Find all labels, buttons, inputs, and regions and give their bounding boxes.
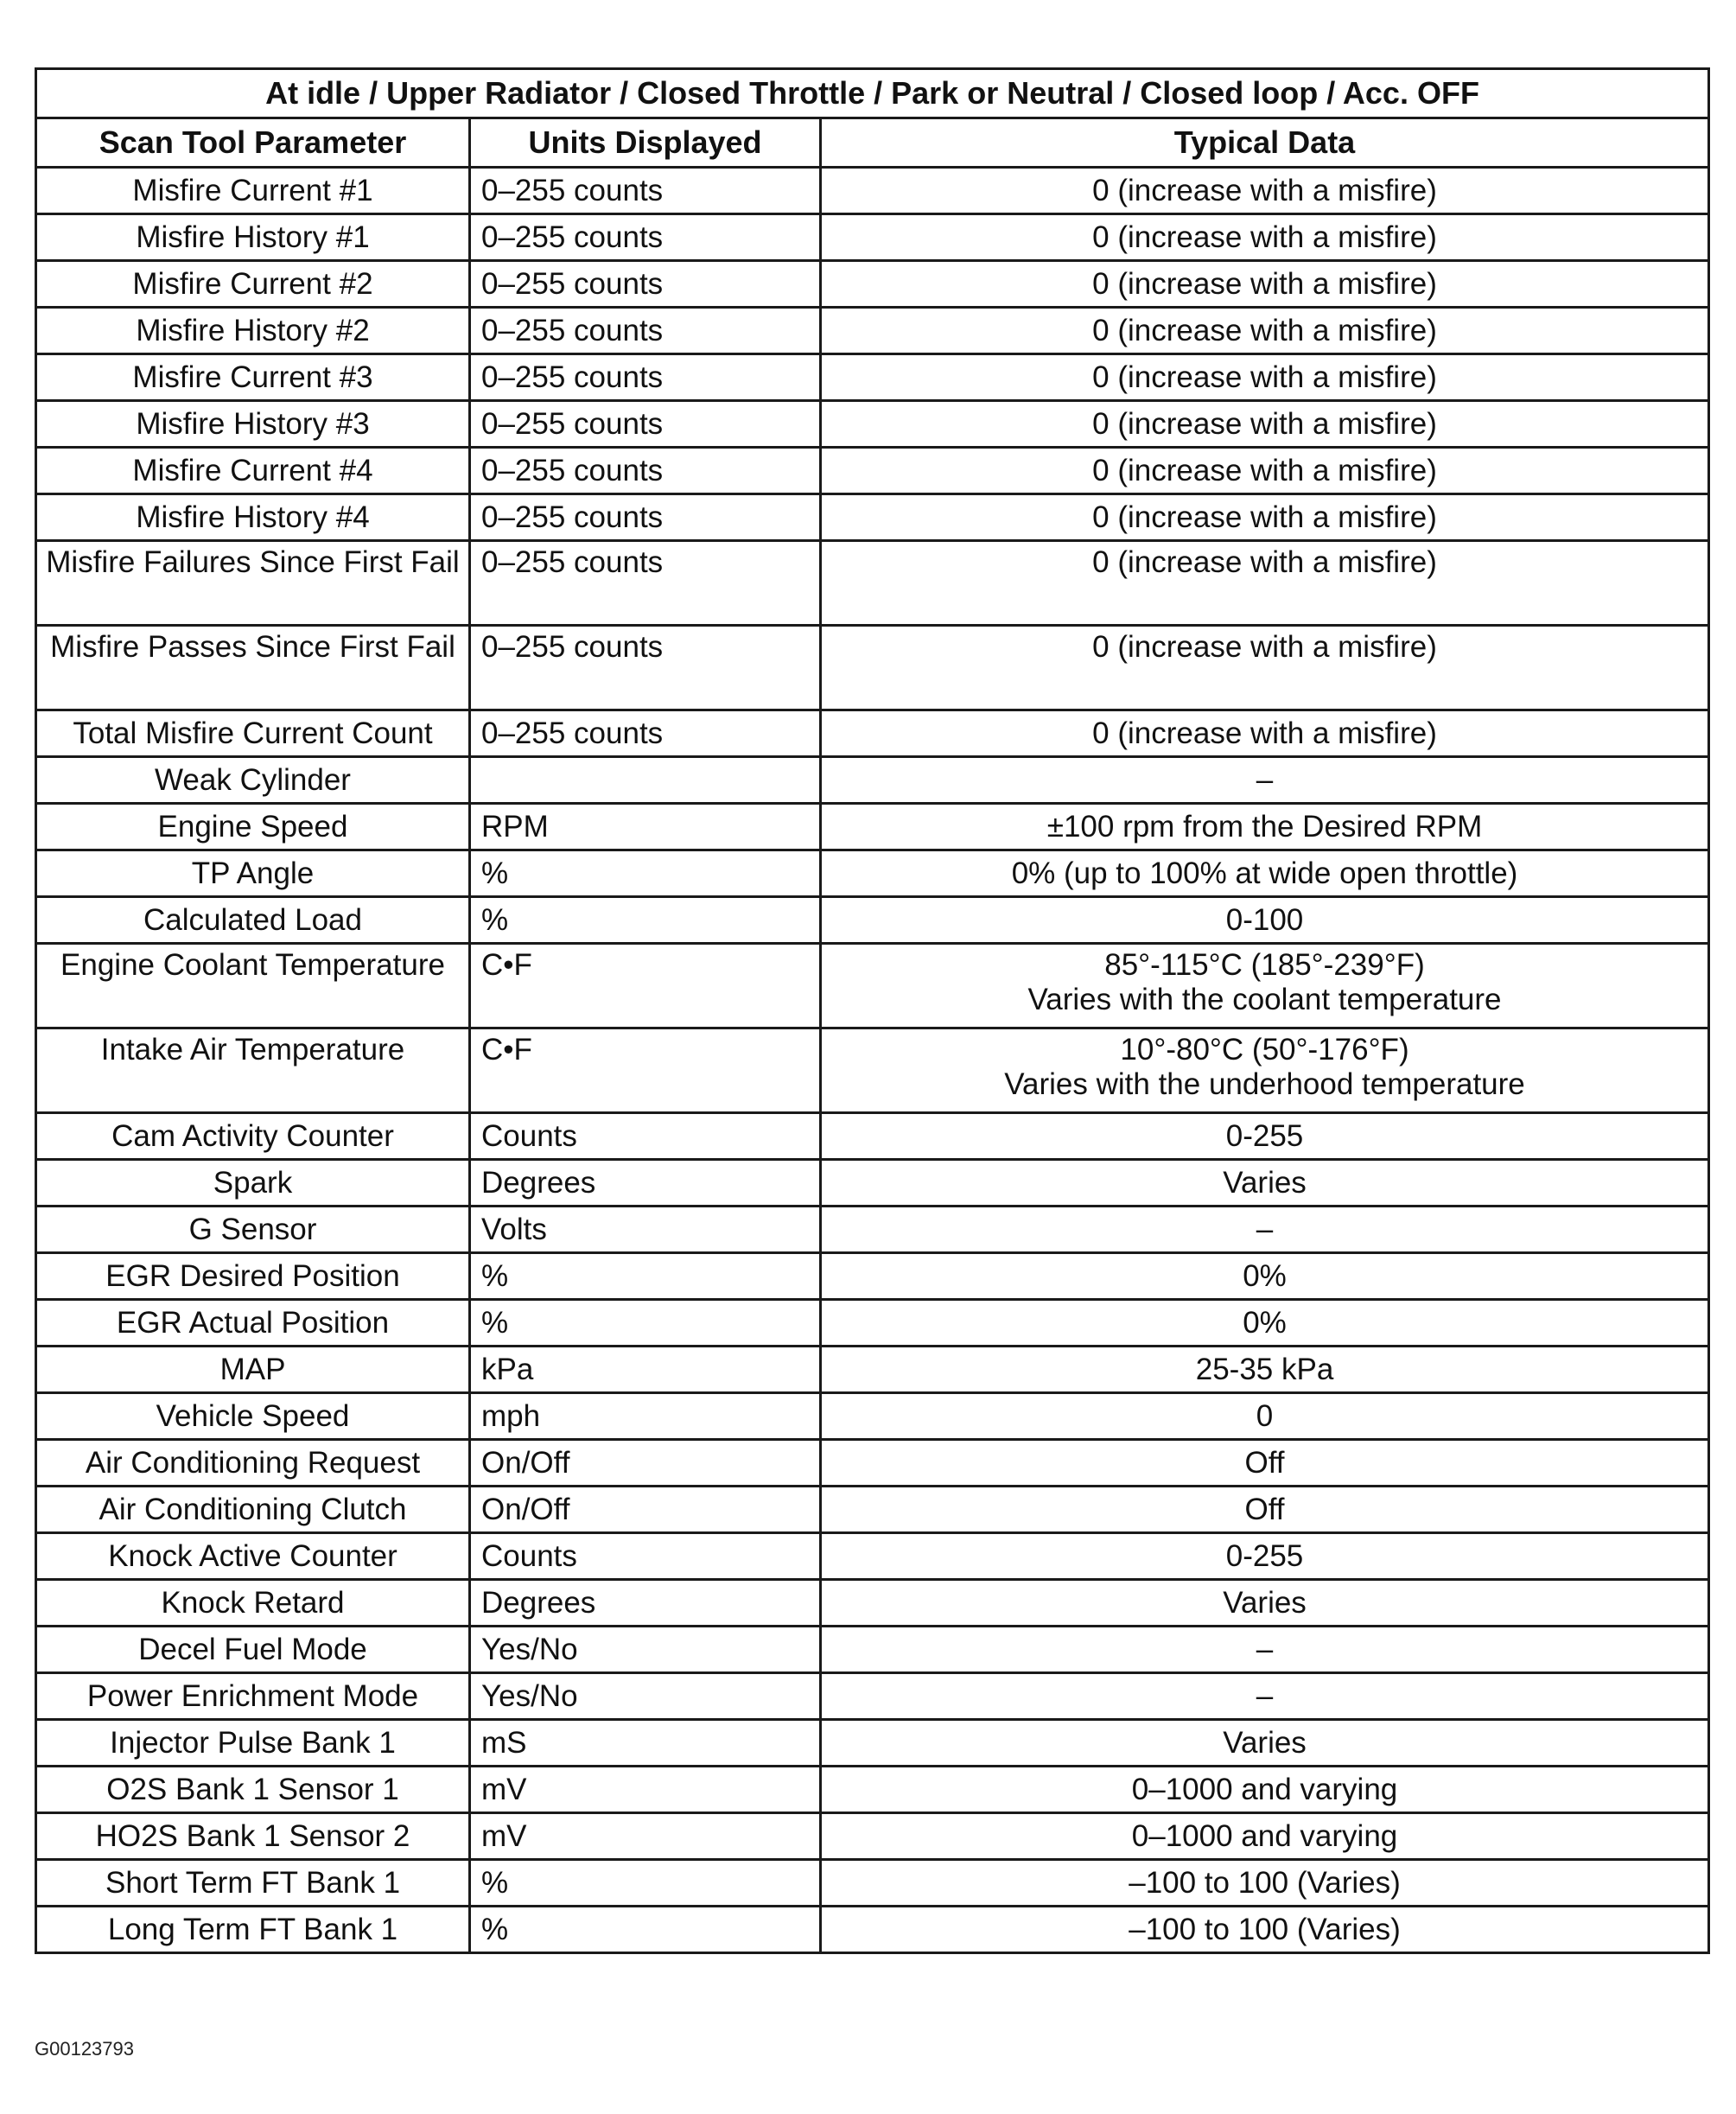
parameter-cell: Misfire History #1: [36, 214, 470, 261]
typical-data-line: 10°-80°C (50°-176°F): [1120, 1033, 1409, 1067]
typical-data-line: 0 (increase with a misfire): [1092, 313, 1437, 347]
typical-data-cell: [821, 1487, 1709, 1533]
typical-data-line: 0 (increase with a misfire): [1092, 500, 1437, 534]
parameter-cell: G Sensor: [36, 1207, 470, 1253]
typical-data-cell: [821, 214, 1709, 261]
table-row: [36, 1160, 1709, 1207]
typical-data-line: 0 (increase with a misfire): [1092, 406, 1437, 441]
table-row: [36, 1113, 1709, 1160]
typical-data-cell: [821, 401, 1709, 448]
parameter-cell: Air Conditioning Request: [36, 1440, 470, 1487]
units-cell: %: [470, 897, 821, 944]
typical-data-line: Off: [1244, 1492, 1285, 1526]
typical-data-line: ±100 rpm from the Desired RPM: [1046, 809, 1483, 844]
scan-tool-data-table: [35, 67, 1710, 1954]
units-cell: 0–255 counts: [470, 214, 821, 261]
typical-data-cell: [821, 897, 1709, 944]
parameter-cell: Calculated Load: [36, 897, 470, 944]
table-row: [36, 1907, 1709, 1953]
table-row: [36, 541, 1709, 626]
typical-data-cell: [821, 1300, 1709, 1347]
typical-data-line: 0 (increase with a misfire): [1092, 716, 1437, 750]
typical-data-cell: [821, 1160, 1709, 1207]
units-cell: 0–255 counts: [470, 308, 821, 354]
typical-data-line: Varies: [1223, 1725, 1307, 1760]
typical-data-cell: [821, 850, 1709, 897]
parameter-cell: Power Enrichment Mode: [36, 1673, 470, 1720]
typical-data-cell: [821, 1813, 1709, 1860]
units-cell: Yes/No: [470, 1627, 821, 1673]
units-cell: 0–255 counts: [470, 626, 821, 710]
typical-data-cell: [821, 1347, 1709, 1393]
typical-data-line: 0 (increase with a misfire): [1092, 220, 1437, 254]
parameter-cell: Engine Speed: [36, 804, 470, 850]
parameter-cell: Misfire Passes Since First Fail: [36, 626, 470, 710]
units-cell: C•F: [470, 944, 821, 1028]
parameter-cell: Misfire History #4: [36, 494, 470, 541]
typical-data-line: 0–1000 and varying: [1131, 1772, 1398, 1806]
table-row: [36, 1533, 1709, 1580]
typical-data-line: 25-35 kPa: [1195, 1352, 1334, 1386]
table-row: [36, 401, 1709, 448]
typical-data-cell: [821, 1207, 1709, 1253]
typical-data-cell: [821, 168, 1709, 214]
typical-data-cell: [821, 1028, 1709, 1113]
units-cell: On/Off: [470, 1440, 821, 1487]
typical-data-line: 0 (increase with a misfire): [1092, 630, 1437, 664]
typical-data-line: 85°-115°C (185°-239°F): [1104, 948, 1425, 982]
table-row: [36, 850, 1709, 897]
table-row: [36, 308, 1709, 354]
table-row: [36, 494, 1709, 541]
typical-data-cell: [821, 1720, 1709, 1767]
typical-data-line: 0-255: [1225, 1538, 1304, 1573]
parameter-cell: Short Term FT Bank 1: [36, 1860, 470, 1907]
units-cell: %: [470, 1300, 821, 1347]
units-cell: %: [470, 1253, 821, 1300]
table-body: [36, 168, 1709, 1953]
typical-data-line: 0-255: [1225, 1118, 1304, 1153]
typical-data-cell: [821, 1440, 1709, 1487]
scan-data-sheet: [35, 67, 1707, 1954]
units-cell: 0–255 counts: [470, 541, 821, 626]
figure-id: G00123793: [35, 2038, 134, 2060]
table-row: [36, 261, 1709, 308]
column-header-parameter: Scan Tool Parameter: [36, 118, 470, 168]
typical-data-line: 0: [1256, 1398, 1274, 1433]
parameter-cell: Weak Cylinder: [36, 757, 470, 804]
table-row: [36, 1860, 1709, 1907]
typical-data-line: 0–1000 and varying: [1131, 1818, 1398, 1853]
table-row: [36, 1720, 1709, 1767]
parameter-cell: Knock Retard: [36, 1580, 470, 1627]
typical-data-line: –: [1256, 1212, 1274, 1246]
parameter-cell: Misfire Current #1: [36, 168, 470, 214]
parameter-cell: EGR Desired Position: [36, 1253, 470, 1300]
parameter-cell: Total Misfire Current Count: [36, 710, 470, 757]
units-cell: On/Off: [470, 1487, 821, 1533]
column-header-typical: Typical Data: [821, 118, 1709, 168]
parameter-cell: Knock Active Counter: [36, 1533, 470, 1580]
table-row: [36, 1028, 1709, 1113]
typical-data-cell: [821, 308, 1709, 354]
typical-data-line: 0 (increase with a misfire): [1092, 173, 1437, 207]
typical-data-line: 0-100: [1225, 902, 1304, 937]
typical-data-line: –100 to 100 (Varies): [1129, 1912, 1401, 1946]
parameter-cell: MAP: [36, 1347, 470, 1393]
table-row: [36, 1440, 1709, 1487]
table-row: [36, 1253, 1709, 1300]
table-row: [36, 944, 1709, 1028]
typical-data-cell: [821, 804, 1709, 850]
units-cell: %: [470, 1907, 821, 1953]
table-row: [36, 354, 1709, 401]
column-header-units: Units Displayed: [470, 118, 821, 168]
typical-data-line: 0%: [1243, 1305, 1287, 1340]
typical-data-cell: [821, 541, 1709, 626]
parameter-cell: Vehicle Speed: [36, 1393, 470, 1440]
typical-data-cell: [821, 1907, 1709, 1953]
parameter-cell: Misfire History #3: [36, 401, 470, 448]
units-cell: Degrees: [470, 1160, 821, 1207]
parameter-cell: Misfire Current #4: [36, 448, 470, 494]
units-cell: Counts: [470, 1533, 821, 1580]
units-cell: 0–255 counts: [470, 261, 821, 308]
units-cell: 0–255 counts: [470, 354, 821, 401]
units-cell: %: [470, 850, 821, 897]
units-cell: 0–255 counts: [470, 168, 821, 214]
typical-data-cell: [821, 944, 1709, 1028]
parameter-cell: Misfire History #2: [36, 308, 470, 354]
units-cell: %: [470, 1860, 821, 1907]
typical-data-line: –: [1256, 1632, 1274, 1666]
typical-data-cell: [821, 1767, 1709, 1813]
typical-data-cell: [821, 1580, 1709, 1627]
parameter-cell: Engine Coolant Temperature: [36, 944, 470, 1028]
table-row: [36, 1580, 1709, 1627]
typical-data-line: Varies: [1223, 1585, 1307, 1620]
units-cell: 0–255 counts: [470, 494, 821, 541]
table-caption-row: [36, 69, 1709, 118]
table-row: [36, 897, 1709, 944]
parameter-cell: Intake Air Temperature: [36, 1028, 470, 1113]
typical-data-cell: [821, 1860, 1709, 1907]
units-cell: [470, 757, 821, 804]
typical-data-line: 0 (increase with a misfire): [1092, 453, 1437, 487]
typical-data-cell: [821, 494, 1709, 541]
table-row: [36, 1627, 1709, 1673]
table-row: [36, 804, 1709, 850]
table-row: [36, 757, 1709, 804]
typical-data-cell: [821, 1673, 1709, 1720]
parameter-cell: Cam Activity Counter: [36, 1113, 470, 1160]
parameter-cell: O2S Bank 1 Sensor 1: [36, 1767, 470, 1813]
table-row: [36, 1207, 1709, 1253]
parameter-cell: HO2S Bank 1 Sensor 2: [36, 1813, 470, 1860]
units-cell: C•F: [470, 1028, 821, 1113]
typical-data-line: –100 to 100 (Varies): [1129, 1865, 1401, 1900]
typical-data-cell: [821, 448, 1709, 494]
table-row: [36, 168, 1709, 214]
typical-data-line: Off: [1244, 1445, 1285, 1480]
typical-data-line: 0 (increase with a misfire): [1092, 266, 1437, 301]
table-row: [36, 448, 1709, 494]
typical-data-cell: [821, 1627, 1709, 1673]
units-cell: mV: [470, 1813, 821, 1860]
table-caption: At idle / Upper Radiator / Closed Throttle / Park or Neutral / Closed loop / Acc. OFF: [36, 69, 1709, 118]
typical-data-line: Varies with the coolant temperature: [1027, 983, 1502, 1016]
units-cell: kPa: [470, 1347, 821, 1393]
typical-data-cell: [821, 261, 1709, 308]
units-cell: 0–255 counts: [470, 448, 821, 494]
table-row: [36, 1767, 1709, 1813]
typical-data-cell: [821, 1393, 1709, 1440]
table-row: [36, 1813, 1709, 1860]
parameter-cell: TP Angle: [36, 850, 470, 897]
table-row: [36, 1673, 1709, 1720]
table-row: [36, 1347, 1709, 1393]
table-row: [36, 710, 1709, 757]
units-cell: RPM: [470, 804, 821, 850]
typical-data-cell: [821, 710, 1709, 757]
typical-data-line: 0%: [1243, 1258, 1287, 1293]
parameter-cell: Long Term FT Bank 1: [36, 1907, 470, 1953]
units-cell: mph: [470, 1393, 821, 1440]
typical-data-line: –: [1256, 1678, 1274, 1713]
parameter-cell: Misfire Current #2: [36, 261, 470, 308]
table-row: [36, 1487, 1709, 1533]
parameter-cell: Injector Pulse Bank 1: [36, 1720, 470, 1767]
table-row: [36, 1393, 1709, 1440]
typical-data-cell: [821, 1113, 1709, 1160]
table-row: [36, 626, 1709, 710]
units-cell: mV: [470, 1767, 821, 1813]
typical-data-cell: [821, 354, 1709, 401]
parameter-cell: Air Conditioning Clutch: [36, 1487, 470, 1533]
table-row: [36, 214, 1709, 261]
typical-data-line: Varies: [1223, 1165, 1307, 1200]
table-header-row: [36, 118, 1709, 168]
typical-data-line: Varies with the underhood temperature: [1004, 1067, 1525, 1101]
units-cell: Volts: [470, 1207, 821, 1253]
typical-data-line: 0 (increase with a misfire): [1092, 545, 1437, 579]
typical-data-line: 0 (increase with a misfire): [1092, 360, 1437, 394]
units-cell: Counts: [470, 1113, 821, 1160]
units-cell: Degrees: [470, 1580, 821, 1627]
parameter-cell: Misfire Failures Since First Fail: [36, 541, 470, 626]
parameter-cell: EGR Actual Position: [36, 1300, 470, 1347]
table-row: [36, 1300, 1709, 1347]
parameter-cell: Spark: [36, 1160, 470, 1207]
typical-data-cell: [821, 1253, 1709, 1300]
units-cell: mS: [470, 1720, 821, 1767]
units-cell: 0–255 counts: [470, 710, 821, 757]
parameter-cell: Decel Fuel Mode: [36, 1627, 470, 1673]
typical-data-cell: [821, 626, 1709, 710]
typical-data-cell: [821, 757, 1709, 804]
parameter-cell: Misfire Current #3: [36, 354, 470, 401]
typical-data-line: 0% (up to 100% at wide open throttle): [1011, 856, 1518, 890]
typical-data-line: –: [1256, 762, 1274, 797]
units-cell: Yes/No: [470, 1673, 821, 1720]
units-cell: 0–255 counts: [470, 401, 821, 448]
typical-data-cell: [821, 1533, 1709, 1580]
